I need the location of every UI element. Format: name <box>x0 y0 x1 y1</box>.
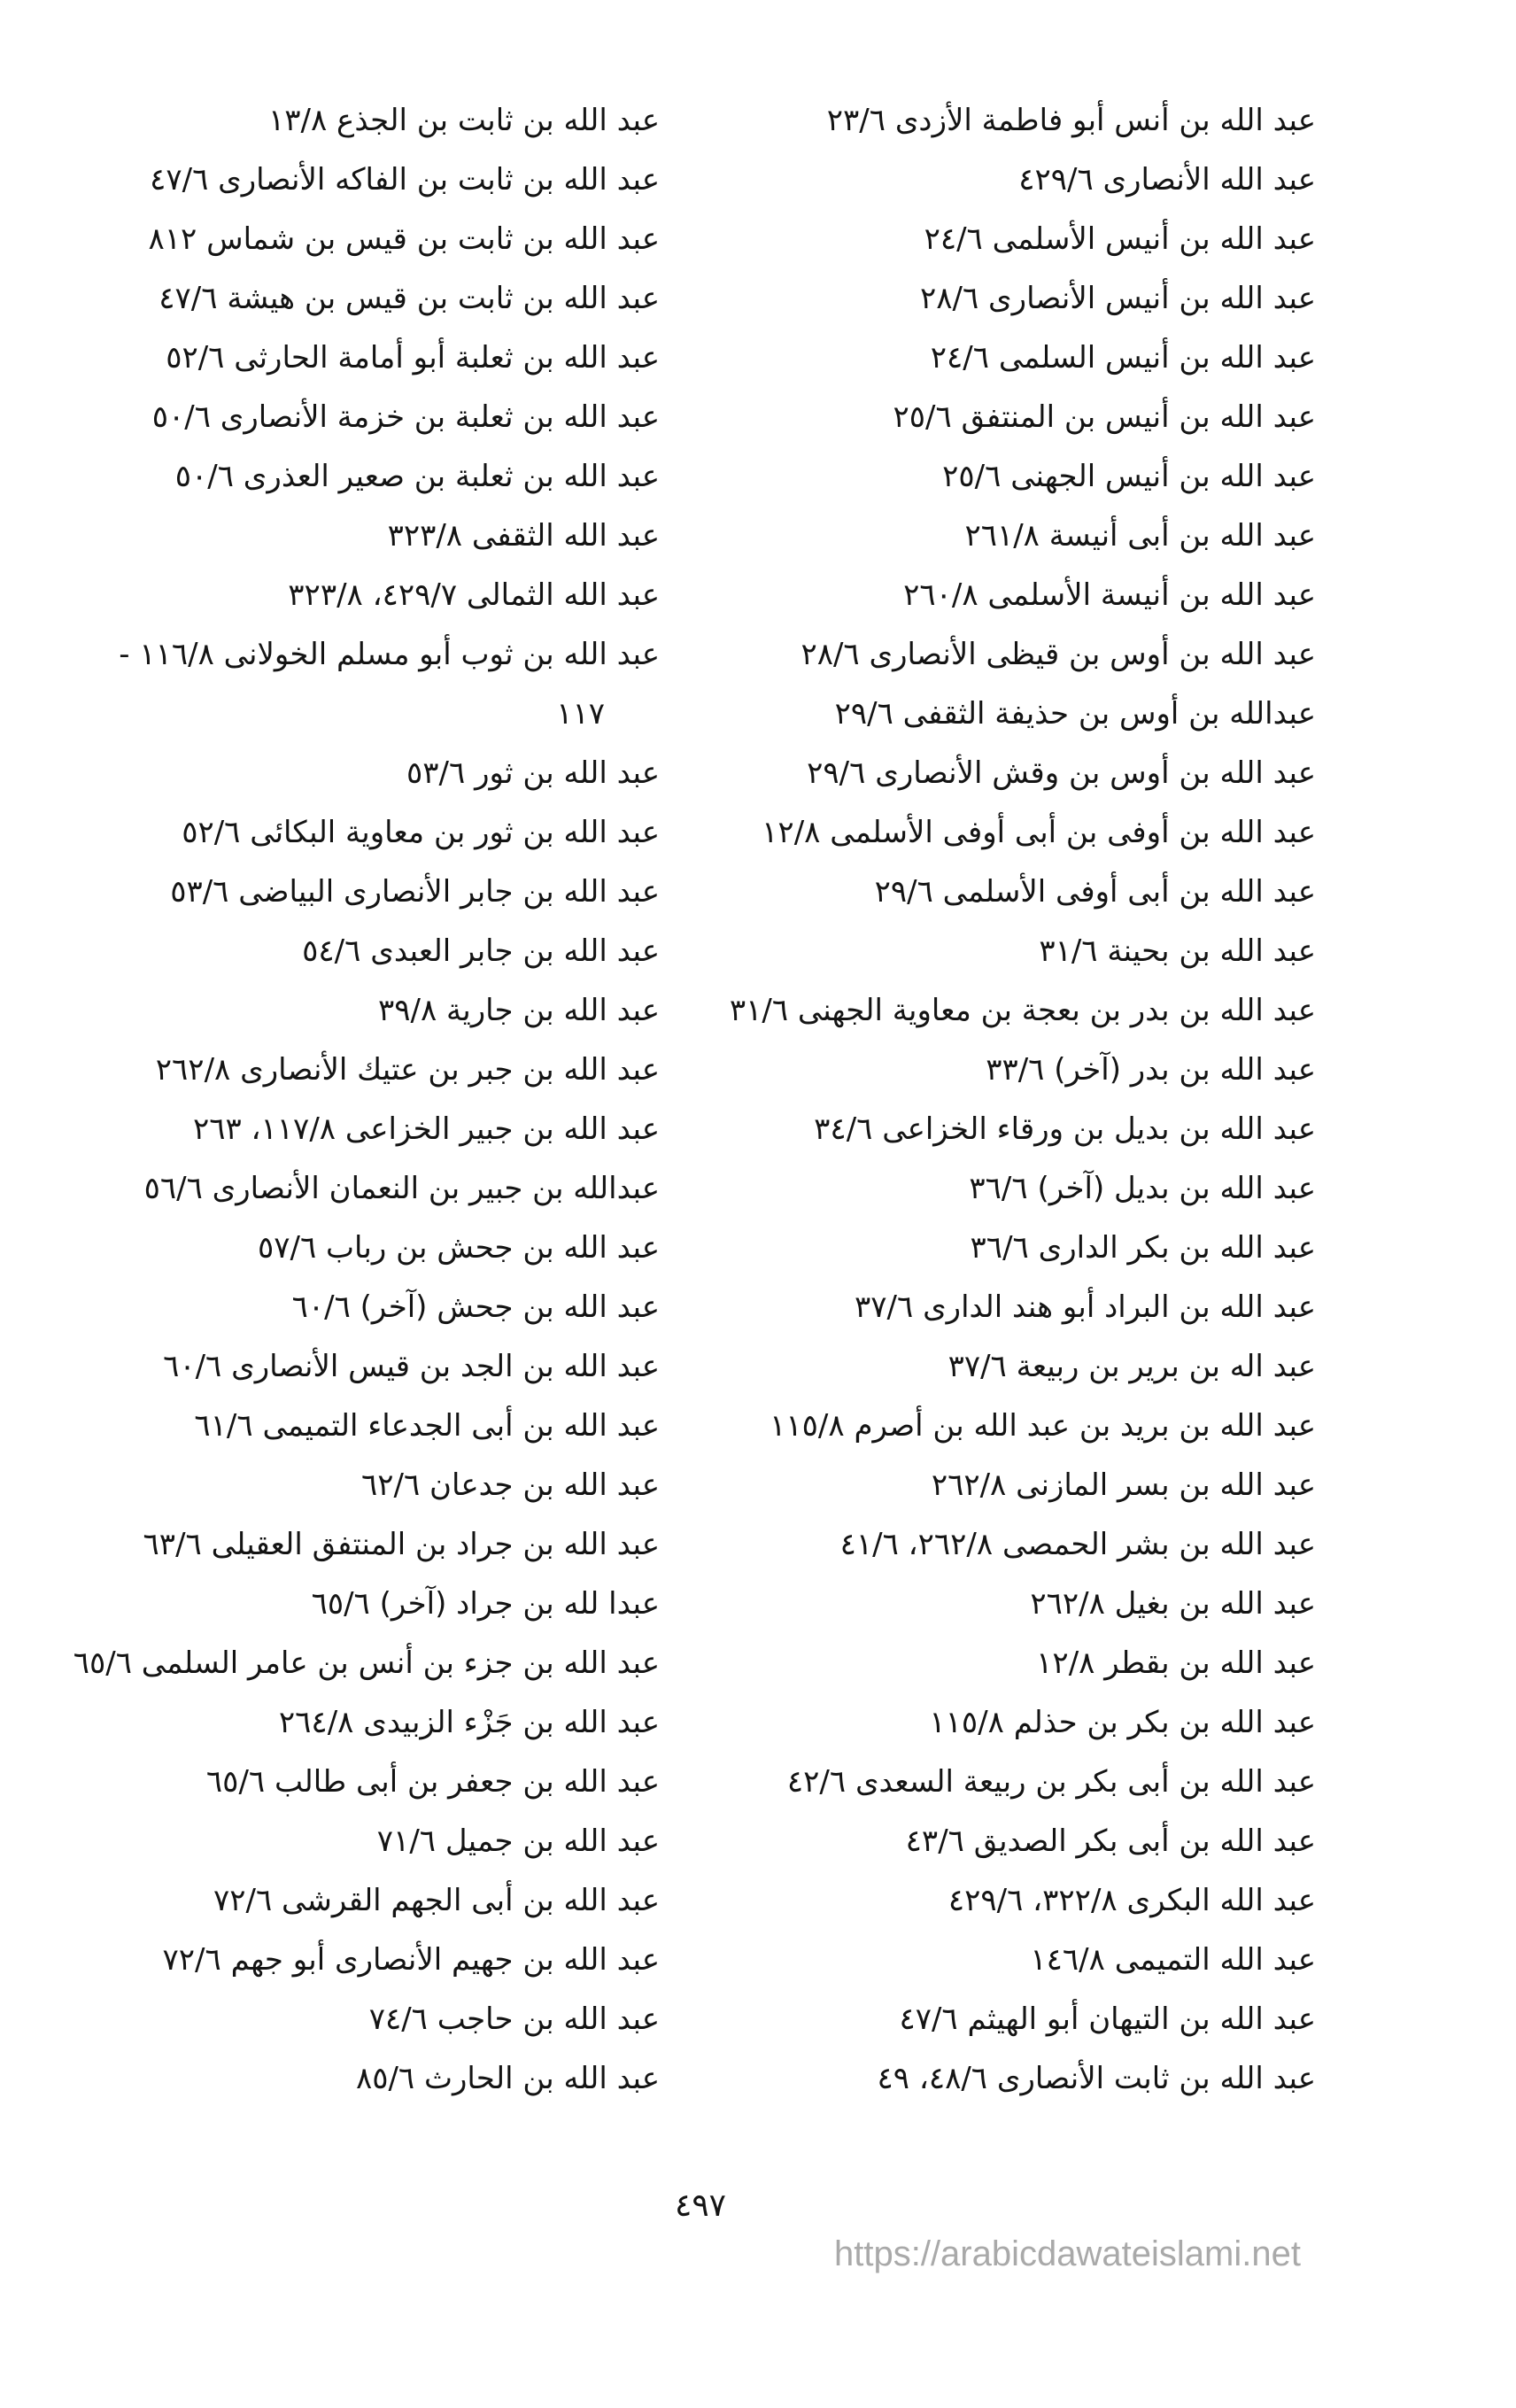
index-entry: عبد الله بن أنيس الجهنى ٢٥/٦ <box>942 459 1316 494</box>
index-entry: عبد اله بن برير بن ربيعة ٣٧/٦ <box>948 1349 1316 1384</box>
index-entry: عبد الله بن ثور بن معاوية البكائى ٥٢/٦ <box>182 815 660 850</box>
index-entry: عبد الله بن بدر (آخر) ٣٣/٦ <box>986 1052 1316 1088</box>
index-entry: عبد الله بن البراد أبو هند الدارى ٣٧/٦ <box>855 1289 1316 1325</box>
index-entry: عبد الله بن ثور ٥٣/٦ <box>406 755 660 791</box>
index-entry: عبد الله التميمى ١٤٦/٨ <box>1030 1942 1316 1978</box>
index-entry: عبد الله الثقفى ٣٢٣/٨ <box>387 518 660 554</box>
index-entry: عبد الله بن أنيس الأسلمى ٢٤/٦ <box>924 221 1316 257</box>
index-entry: عبد الله بن جعفر بن أبى طالب ٦٥/٦ <box>205 1764 660 1800</box>
index-entry: عبد الله بن أنيس الأنصارى ٢٨/٦ <box>919 281 1316 316</box>
index-entry: عبد الله بن جراد بن المنتفق العقيلى ٦٣/٦ <box>143 1527 660 1562</box>
index-entry: عبد الله بن الحارث ٨٥/٦ <box>355 2061 660 2096</box>
index-entry: عبد الله بن ثعلبة أبو أمامة الحارثى ٥٢/٦ <box>166 340 660 376</box>
index-entry: عبد الله بن جارية ٣٩/٨ <box>378 993 660 1028</box>
page-number: ٤٩٧ <box>674 2187 726 2224</box>
index-entry: عبد الله بن بسر المازنى ٢٦٢/٨ <box>931 1467 1316 1503</box>
index-entry: عبد الله بن جَزْء الزبيدى ٢٦٤/٨ <box>278 1705 660 1740</box>
index-entry: عبد الله بن جزء بن أنس بن عامر السلمى ٦٥/٦ <box>73 1645 660 1681</box>
index-entry: عبد الله بن أنس أبو فاطمة الأزدى ٢٣/٦ <box>826 103 1316 138</box>
index-entry: عبد الله بن الجد بن قيس الأنصارى ٦٠/٦ <box>163 1349 660 1384</box>
index-entry: عبد الله بن ثابت بن الجذع ١٣/٨ <box>267 103 660 138</box>
index-column-left <box>40 91 660 2109</box>
index-entry: عبد الله بن أوس بن قيظى الأنصارى ٢٨/٦ <box>801 637 1316 672</box>
index-entry: عبد الله بن أبى الجدعاء التميمى ٦١/٦ <box>194 1408 660 1444</box>
index-entry: عبد الله بن أوفى بن أبى أوفى الأسلمى ١٢/٨ <box>762 815 1316 850</box>
index-entry: عبد الله بن جحش بن رباب ٥٧/٦ <box>257 1230 660 1266</box>
index-entry: عبد الله بن أوس بن وقش الأنصارى ٢٩/٦ <box>807 755 1316 791</box>
index-entry: عبد الله بن جدعان ٦٢/٦ <box>361 1467 660 1503</box>
index-entry: عبد الله بن بكر بن حذلم ١١٥/٨ <box>929 1705 1316 1740</box>
index-entry: عبد الله بن ثوب أبو مسلم الخولانى ١١٦/٨ - <box>119 637 660 672</box>
index-entry: عبد الله البكرى ٣٢٢/٨، ٤٢٩/٦ <box>948 1883 1316 1918</box>
index-entry: عبد الله بن التيهان أبو الهيثم ٤٧/٦ <box>899 2002 1316 2037</box>
index-column-right <box>696 91 1316 2109</box>
index-entry: عبد الله بن بغيل ٢٦٢/٨ <box>1030 1586 1316 1622</box>
index-entry: عبد الله بن أبى أوفى الأسلمى ٢٩/٦ <box>874 874 1316 910</box>
index-entry: عبد الله بن جميل ٧١/٦ <box>376 1823 660 1859</box>
index-entry: عبد الله بن بشر الحمصى ٢٦٢/٨، ٤١/٦ <box>839 1527 1316 1562</box>
index-entry-continuation: ١١٧ <box>556 696 605 732</box>
index-entry: عبد الله بن أبى بكر بن ربيعة السعدى ٤٢/٦ <box>786 1764 1316 1800</box>
index-entry: عبد الله بن بحينة ٣١/٦ <box>1039 933 1316 969</box>
index-entry: عبد الله بن بدر بن بعجة بن معاوية الجهنى ٣١/٦ <box>729 993 1316 1028</box>
index-entry: عبد الله بن حاجب ٧٤/٦ <box>368 2002 660 2037</box>
index-entry: عبد الله بن بقطر ١٢/٨ <box>1036 1645 1316 1681</box>
index-entry: عبد الله بن جابر العبدى ٥٤/٦ <box>302 933 660 969</box>
index-entry: عبد الله بن ثابت بن الفاكه الأنصارى ٤٧/٦ <box>150 162 660 197</box>
index-entry: عبدالله بن جبير بن النعمان الأنصارى ٥٦/٦ <box>143 1171 660 1206</box>
watermark-url: https://arabicdawateislami.net <box>834 2234 1301 2273</box>
index-entry: عبد الله بن أنيس السلمى ٢٤/٦ <box>930 340 1316 376</box>
index-entry: عبد الله بن بديل بن ورقاء الخزاعى ٣٤/٦ <box>814 1111 1316 1147</box>
index-entry: عبد الله بن جبر بن عتيك الأنصارى ٢٦٢/٨ <box>155 1052 660 1088</box>
index-entry: عبد الله بن بكر الدارى ٣٦/٦ <box>970 1230 1316 1266</box>
index-entry: عبد الله بن جهيم الأنصارى أبو جهم ٧٢/٦ <box>162 1942 660 1978</box>
index-entry: عبد الله بن جحش (آخر) ٦٠/٦ <box>291 1289 660 1325</box>
index-entry: عبدا لله بن جراد (آخر) ٦٥/٦ <box>311 1586 660 1622</box>
index-entry: عبدالله بن أوس بن حذيفة الثقفى ٢٩/٦ <box>834 696 1316 732</box>
index-entry: عبد الله بن جابر الأنصارى البياضى ٥٣/٦ <box>170 874 660 910</box>
index-entry: عبد الله بن ثابت بن قيس بن هيشة ٤٧/٦ <box>159 281 660 316</box>
index-entry: عبد الله الثمالى ٤٢٩/٧، ٣٢٣/٨ <box>288 577 660 613</box>
index-entry: عبد الله بن ثعلبة بن خزمة الأنصارى ٥٠/٦ <box>151 399 660 435</box>
index-entry: عبد الله بن ثابت بن قيس بن شماس ٨١٢ <box>148 221 660 257</box>
index-entry: عبد الله بن جبير الخزاعى ١١٧/٨، ٢٦٣ <box>192 1111 660 1147</box>
index-entry: عبد الله بن أنيسة الأسلمى ٢٦٠/٨ <box>903 577 1316 613</box>
index-entry: عبد الله بن بريد بن عبد الله بن أصرم ١١٥/٨ <box>770 1408 1316 1444</box>
index-entry: عبد الله بن ثابت الأنصارى ٤٨/٦، ٤٩ <box>877 2061 1316 2096</box>
index-entry: عبد الله بن أنيس بن المنتفق ٢٥/٦ <box>893 399 1316 435</box>
index-entry: عبد الله بن ثعلبة بن صعير العذرى ٥٠/٦ <box>174 459 660 494</box>
index-entry: عبد الله بن بديل (آخر) ٣٦/٦ <box>969 1171 1316 1206</box>
index-entry: عبد الله بن أبى بكر الصديق ٤٣/٦ <box>905 1823 1316 1859</box>
index-entry: عبد الله الأنصارى ٤٢٩/٦ <box>1018 162 1316 197</box>
index-entry: عبد الله بن أبى أنيسة ٢٦١/٨ <box>964 518 1316 554</box>
index-entry: عبد الله بن أبى الجهم القرشى ٧٢/٦ <box>213 1883 660 1918</box>
